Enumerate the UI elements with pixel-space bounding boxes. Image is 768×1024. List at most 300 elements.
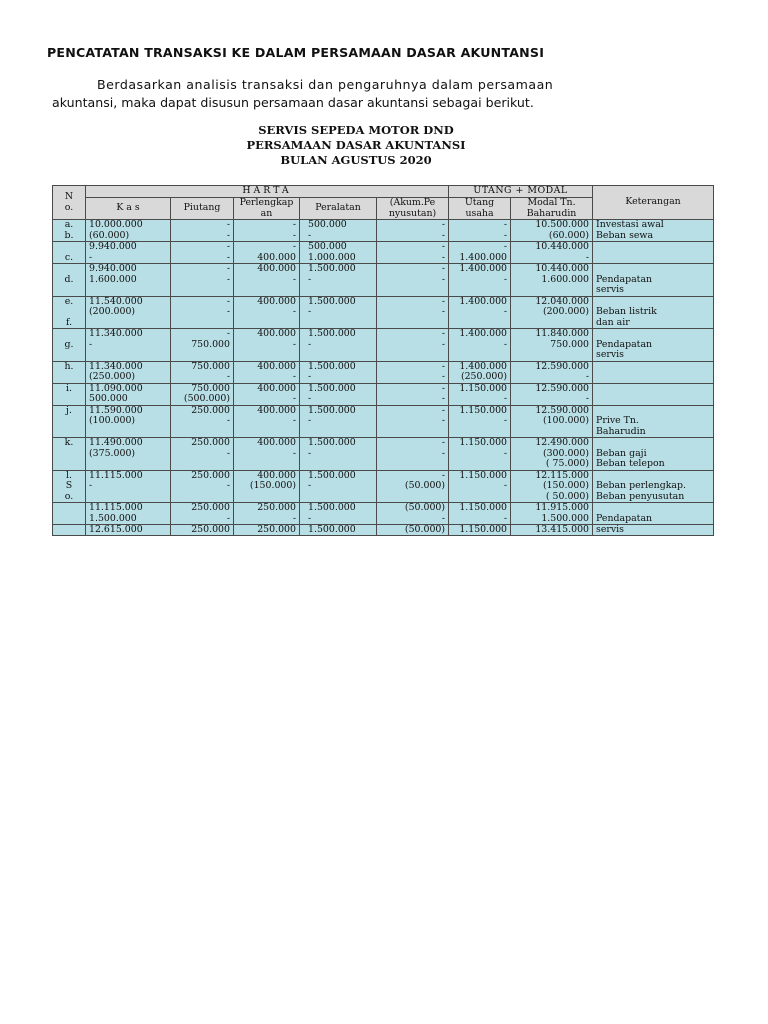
intro-line-1: Berdasarkan analisis transaksi dan pengaruhnya dalam persamaan	[97, 77, 554, 92]
cell-no	[53, 405, 86, 438]
cell-peralatan	[300, 264, 377, 297]
header-no-line: o.	[64, 202, 74, 213]
cell-line: 11.340.000	[89, 361, 143, 372]
cell-line: -	[441, 339, 446, 350]
cell-line: (150.000)	[249, 481, 296, 491]
cell-perlengkapan	[234, 383, 300, 405]
cell-line: 11.490.000	[89, 438, 143, 448]
cell-line: -	[292, 513, 296, 524]
cell-line: -	[292, 242, 296, 252]
cell-line: -	[441, 361, 446, 372]
cell-line: 12.590.000	[535, 383, 590, 394]
cell-line: 250.000	[191, 503, 230, 513]
cell-line: 11.115.000	[89, 503, 143, 513]
cell-akum	[377, 361, 449, 383]
cell-line: 500.000	[308, 242, 347, 252]
cell-akum	[377, 329, 449, 362]
cell-line: (300.000)	[542, 448, 590, 459]
cell-peralatan	[300, 470, 377, 503]
cell-line	[596, 372, 710, 383]
cell-utang	[449, 438, 511, 471]
cell-line: -	[503, 513, 508, 524]
cell-line: dan air	[596, 317, 630, 328]
cell-line: -	[503, 220, 508, 230]
cell-line: (375.000)	[89, 448, 136, 459]
cell-ket	[593, 361, 714, 383]
cell-line: -	[308, 274, 312, 285]
cell-akum	[377, 296, 449, 329]
cell-line	[596, 438, 710, 449]
cell-line: 1.600.000	[89, 274, 137, 285]
cell-perlengkapan	[234, 438, 300, 471]
cell-utang	[449, 220, 511, 242]
cell-line: -	[226, 274, 230, 285]
cell-line	[56, 264, 82, 275]
cell-modal	[511, 220, 593, 242]
header-akum-line: nyusutan)	[388, 208, 437, 219]
cell-line: 1.150.000	[459, 503, 508, 513]
cell-piutang	[171, 405, 234, 438]
cell-perlengkapan	[234, 296, 300, 329]
cell-line: ( 50.000)	[545, 491, 590, 502]
report-titles	[52, 123, 660, 168]
cell-ket	[593, 264, 714, 297]
cell-line: 1.500.000	[308, 470, 356, 481]
cell-line: -	[503, 230, 508, 241]
table-row	[53, 242, 714, 264]
cell-akum	[377, 470, 449, 503]
cell-line: 750.000	[191, 361, 230, 372]
cell-ket	[593, 296, 714, 329]
cell-line: -	[441, 394, 446, 404]
header-perlengkapan-line: Perlengkap	[239, 198, 294, 208]
cell-line: 1.500.000	[308, 329, 356, 339]
cell-line: 1.500.000	[308, 503, 356, 513]
cell-ket	[593, 329, 714, 362]
table-row	[53, 383, 714, 405]
cell-line	[596, 471, 710, 482]
cell-piutang	[171, 383, 234, 405]
cell-line: 1.000.000	[308, 252, 356, 263]
table-row	[53, 405, 714, 438]
cell-line: -	[292, 307, 296, 317]
cell-line: -	[503, 307, 508, 317]
cell-perlengkapan	[234, 405, 300, 438]
cell-kas	[86, 296, 171, 329]
cell-line: 400.000	[257, 405, 296, 416]
cell-line: (60.000)	[89, 230, 130, 241]
cell-utang	[449, 329, 511, 362]
cell-akum	[377, 242, 449, 264]
cell-kas	[86, 220, 171, 242]
cell-line: -	[441, 274, 446, 285]
cell-line: -	[503, 242, 508, 252]
cell-line: -	[308, 394, 312, 404]
table-row	[53, 296, 714, 329]
cell-peralatan	[300, 361, 377, 383]
cell-line: -	[441, 296, 446, 307]
cell-line: -	[585, 394, 590, 404]
cell-no	[53, 503, 86, 525]
cell-akum	[377, 220, 449, 242]
cell-line: 11.540.000	[89, 296, 143, 307]
cell-line: -	[441, 405, 446, 416]
cell-line: 11.340.000	[89, 329, 143, 339]
cell-line: -	[308, 339, 312, 350]
cell-line: -	[441, 264, 446, 274]
cell-peralatan	[300, 220, 377, 242]
cell-line	[596, 394, 710, 405]
cell-ket	[593, 242, 714, 264]
cell-line: 1.500.000	[89, 513, 137, 524]
header-akum-line: (Akum.Pe	[389, 198, 436, 208]
cell-line: -	[441, 513, 446, 524]
cell-line: Beban gaji	[596, 448, 647, 459]
cell-line: 1.500.000	[308, 264, 356, 274]
cell-line: -	[441, 448, 446, 459]
cell-line	[596, 329, 710, 340]
cell-kas	[86, 383, 171, 405]
cell-kas	[86, 470, 171, 503]
cell-modal	[511, 296, 593, 329]
cell-line: f.	[65, 317, 73, 328]
cell-line: 12.490.000	[535, 438, 590, 448]
cell-line: 750.000	[191, 383, 230, 394]
table-row	[53, 438, 714, 471]
cell-line: -	[89, 481, 93, 491]
cell-piutang	[171, 220, 234, 242]
cell-utang	[449, 264, 511, 297]
cell-line: -	[292, 416, 296, 426]
cell-line: -	[292, 339, 296, 350]
cell-line: 11.915.000	[535, 503, 590, 513]
cell-line: -	[226, 513, 230, 524]
cell-line: 400.000	[257, 329, 296, 339]
cell-line: a.	[64, 220, 74, 230]
cell-peralatan	[300, 405, 377, 438]
cell-piutang	[171, 296, 234, 329]
cell-line: -	[292, 372, 296, 382]
cell-line: -	[441, 329, 446, 339]
header-utang	[449, 198, 511, 220]
cell-line	[596, 362, 710, 373]
cell-line: Pendapatan	[596, 339, 653, 350]
cell-line: -	[226, 372, 230, 382]
cell-line: servis	[596, 285, 624, 295]
cell-line	[596, 242, 710, 253]
cell-line: -	[308, 372, 312, 382]
cell-no	[53, 470, 86, 503]
ledger-body	[53, 220, 714, 525]
cell-line: -	[441, 220, 446, 230]
cell-utang	[449, 296, 511, 329]
cell-line: Beban sewa	[596, 230, 654, 241]
cell-perlengkapan	[234, 361, 300, 383]
cell-line: -	[308, 481, 312, 491]
cell-peralatan	[300, 329, 377, 362]
cell-line: -	[292, 394, 296, 404]
cell-line	[596, 406, 710, 417]
cell-line	[56, 307, 82, 318]
cell-line: -	[308, 307, 312, 317]
cell-line: 250.000	[191, 470, 230, 481]
total-keterangan: servis	[593, 525, 714, 536]
cell-line: Beban penyusutan	[596, 491, 685, 502]
cell-no	[53, 242, 86, 264]
intro-line-2: akuntansi, maka dapat disusun persamaan dasar akuntansi sebagai berikut.	[52, 95, 534, 110]
cell-line: j.	[66, 405, 72, 416]
cell-kas	[86, 329, 171, 362]
cell-line: Pendapatan	[596, 513, 653, 524]
cell-line: 400.000	[257, 470, 296, 481]
cell-line: -	[226, 230, 230, 241]
cell-perlengkapan	[234, 220, 300, 242]
cell-line: -	[226, 481, 230, 491]
cell-line: 1.600.000	[541, 274, 590, 285]
header-utang-line: Utang	[464, 198, 495, 208]
cell-line: 11.090.000	[89, 383, 143, 394]
cell-line: -	[226, 264, 230, 274]
cell-piutang	[171, 503, 234, 525]
cell-perlengkapan	[234, 329, 300, 362]
cell-line: -	[292, 448, 296, 459]
cell-line: 1.400.000	[459, 252, 508, 263]
cell-line: 400.000	[257, 264, 296, 274]
cell-line: -	[503, 274, 508, 285]
cell-line	[596, 384, 710, 395]
cell-perlengkapan	[234, 264, 300, 297]
cell-kas	[86, 438, 171, 471]
cell-line: -	[503, 339, 508, 350]
cell-piutang	[171, 470, 234, 503]
cell-kas	[86, 264, 171, 297]
table-row	[53, 470, 714, 503]
header-modal-line: Modal Tn.	[527, 198, 576, 208]
cell-line: -	[226, 307, 230, 317]
cell-ket	[593, 220, 714, 242]
cell-line: -	[226, 220, 230, 230]
cell-line: -	[226, 448, 230, 459]
company-title: SERVIS SEPEDA MOTOR DND	[258, 123, 454, 137]
cell-line: -	[226, 296, 230, 307]
cell-line: 400.000	[257, 438, 296, 448]
header-no-line: N	[64, 192, 74, 202]
cell-line: 9.940.000	[89, 242, 137, 252]
page-heading: PENCATATAN TRANSAKSI KE DALAM PERSAMAAN DASAR AKUNTANSI	[47, 45, 545, 60]
cell-line: -	[308, 416, 312, 426]
cell-kas	[86, 503, 171, 525]
cell-line: -	[308, 448, 312, 459]
header-perlengkapan	[234, 198, 300, 220]
cell-line: servis	[596, 350, 624, 360]
cell-line: -	[585, 372, 590, 382]
group-utang-modal: UTANG + MODAL	[449, 186, 593, 198]
cell-line: 1.400.000	[459, 329, 508, 339]
group-harta: HARTA	[86, 186, 449, 198]
cell-line: (200.000)	[89, 307, 136, 317]
cell-ket	[593, 383, 714, 405]
total-peralatan: 1.500.000	[300, 525, 377, 536]
cell-line: -	[503, 416, 508, 426]
table-row	[53, 329, 714, 362]
accounting-equation-table	[52, 185, 714, 536]
cell-line: 400.000	[257, 296, 296, 307]
cell-line: 1.500.000	[541, 513, 590, 524]
cell-line: -	[292, 230, 296, 241]
cell-line: i.	[66, 383, 72, 394]
cell-line: c.	[64, 252, 74, 263]
cell-line: -	[292, 274, 296, 285]
cell-akum	[377, 438, 449, 471]
header-no	[53, 186, 86, 220]
cell-line: 500.000	[308, 220, 347, 230]
cell-line: -	[503, 448, 508, 459]
cell-line: o.	[64, 491, 74, 502]
cell-line: -	[226, 242, 230, 252]
cell-line: 1.500.000	[308, 405, 356, 416]
cell-peralatan	[300, 383, 377, 405]
cell-akum	[377, 405, 449, 438]
cell-line: -	[503, 394, 508, 404]
cell-utang	[449, 405, 511, 438]
cell-line: 400.000	[257, 383, 296, 394]
cell-line: ( 75.000)	[545, 459, 590, 469]
cell-ket	[593, 405, 714, 438]
cell-utang	[449, 383, 511, 405]
total-piutang: 250.000	[171, 525, 234, 536]
total-utang: 1.150.000	[449, 525, 511, 536]
cell-no	[53, 296, 86, 329]
cell-line: (500.000)	[183, 394, 230, 404]
cell-modal	[511, 264, 593, 297]
cell-line: 12.590.000	[535, 361, 590, 372]
cell-piutang	[171, 242, 234, 264]
cell-piutang	[171, 438, 234, 471]
cell-perlengkapan	[234, 470, 300, 503]
cell-line: -	[585, 252, 590, 263]
cell-line	[596, 503, 710, 514]
cell-kas	[86, 242, 171, 264]
header-akum	[377, 198, 449, 220]
cell-line: 10.000.000	[89, 220, 143, 230]
cell-line: (250.000)	[89, 372, 136, 382]
header-keterangan: Keterangan	[593, 186, 714, 220]
cell-piutang	[171, 361, 234, 383]
header-modal	[511, 198, 593, 220]
cell-line: Prive Tn.	[596, 416, 639, 426]
table-row	[53, 264, 714, 297]
cell-modal	[511, 242, 593, 264]
cell-line: 1.150.000	[459, 383, 508, 394]
cell-peralatan	[300, 242, 377, 264]
cell-line: Investasi awal	[596, 220, 664, 230]
cell-piutang	[171, 264, 234, 297]
cell-line: (100.000)	[89, 416, 136, 426]
cell-line: 400.000	[257, 361, 296, 372]
total-no-cell	[53, 525, 86, 536]
cell-modal	[511, 470, 593, 503]
cell-line: -	[89, 252, 93, 263]
cell-line: 10.440.000	[535, 264, 590, 274]
cell-no	[53, 383, 86, 405]
cell-line: (250.000)	[460, 372, 508, 382]
cell-line: 1.500.000	[308, 296, 356, 307]
cell-line: (50.000)	[404, 503, 446, 513]
table-row	[53, 361, 714, 383]
cell-modal	[511, 438, 593, 471]
cell-modal	[511, 503, 593, 525]
cell-kas	[86, 361, 171, 383]
cell-line: Beban telepon	[596, 459, 665, 469]
report-title: PERSAMAAN DASAR AKUNTANSI	[246, 138, 466, 152]
cell-line: 1.150.000	[459, 470, 508, 481]
cell-no	[53, 438, 86, 471]
period-title: BULAN AGUSTUS 2020	[280, 153, 432, 167]
cell-line: Beban perlengkap.	[596, 481, 686, 491]
cell-modal	[511, 361, 593, 383]
cell-line: Pendapatan	[596, 274, 653, 285]
cell-line: 1.400.000	[459, 264, 508, 274]
cell-line: 10.440.000	[535, 242, 590, 252]
header-peralatan: Peralatan	[300, 198, 377, 220]
cell-modal	[511, 383, 593, 405]
cell-line: 1.500.000	[308, 438, 356, 448]
cell-line: -	[441, 383, 446, 394]
header-modal-line: Baharudin	[526, 208, 577, 219]
cell-line: (60.000)	[548, 230, 590, 241]
cell-line: k.	[64, 438, 74, 448]
cell-line	[56, 242, 82, 253]
cell-line	[596, 297, 710, 308]
header-kas: K a s	[86, 198, 171, 220]
cell-line: 12.115.000	[535, 470, 590, 481]
cell-no	[53, 329, 86, 362]
cell-line: -	[441, 470, 446, 481]
cell-utang	[449, 242, 511, 264]
cell-line: (200.000)	[542, 307, 590, 317]
cell-line: -	[226, 252, 230, 263]
cell-perlengkapan	[234, 503, 300, 525]
cell-line: 250.000	[257, 503, 296, 513]
total-modal: 13.415.000	[511, 525, 593, 536]
cell-peralatan	[300, 503, 377, 525]
cell-ket	[593, 438, 714, 471]
cell-line: S	[65, 481, 73, 491]
cell-piutang	[171, 329, 234, 362]
cell-line: 750.000	[191, 339, 230, 350]
cell-modal	[511, 405, 593, 438]
cell-line	[56, 329, 82, 340]
cell-no	[53, 264, 86, 297]
cell-akum	[377, 383, 449, 405]
cell-line: 12.590.000	[535, 405, 590, 416]
cell-line: h.	[64, 361, 74, 372]
cell-line: -	[441, 230, 446, 241]
cell-peralatan	[300, 296, 377, 329]
cell-akum	[377, 503, 449, 525]
cell-modal	[511, 329, 593, 362]
cell-line: (50.000)	[404, 481, 446, 491]
cell-line: -	[441, 252, 446, 263]
cell-line: l.	[66, 470, 72, 481]
cell-line: d.	[64, 274, 74, 285]
cell-line: -	[89, 339, 93, 350]
cell-utang	[449, 470, 511, 503]
cell-utang	[449, 503, 511, 525]
cell-akum	[377, 264, 449, 297]
header-perlengkapan-line: an	[260, 208, 273, 219]
cell-line: -	[226, 329, 230, 339]
